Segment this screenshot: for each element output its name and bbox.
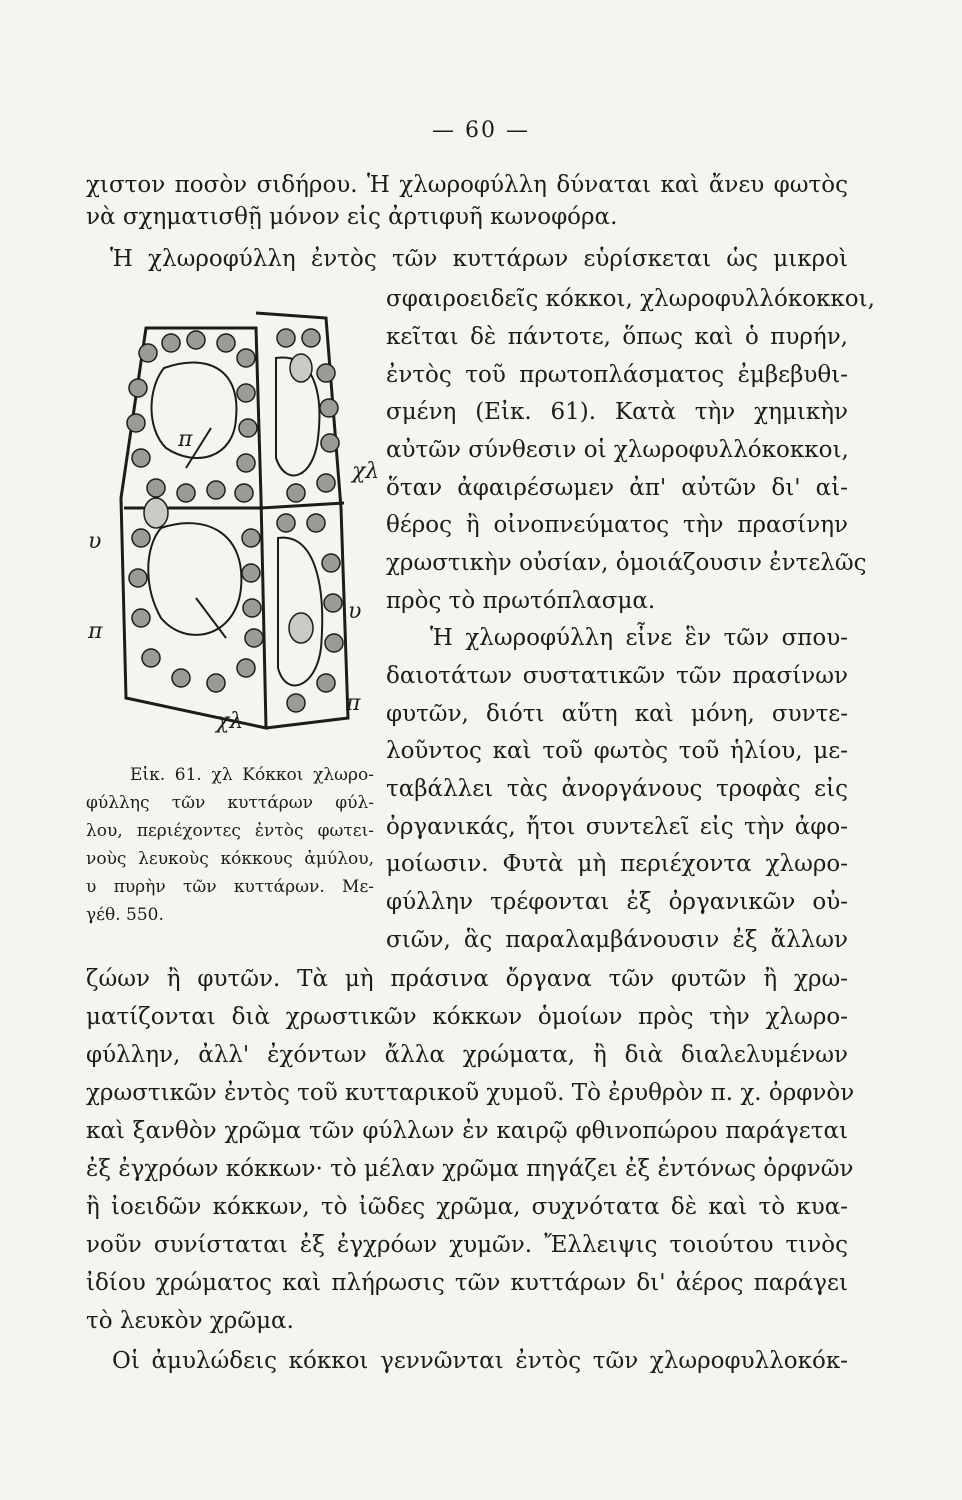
paragraph-first-line: Ἡ χλωροφύλλη ἐντὸς τῶν κυττάρων εὑρίσκεται ὡς μικροὶ — [110, 246, 848, 272]
text-line: ἢ ἰοειδῶν κόκκων, τὸ ἰῶδες χρῶμα, συχνότατα δὲ καὶ τὸ κυα- — [86, 1194, 848, 1220]
text-line: καὶ ξανθὸν χρῶμα τῶν φύλλων ἐν καιρῷ φθινοπώρου παράγεται — [86, 1118, 848, 1144]
cell-diagram — [86, 298, 382, 756]
text-line: σφαιροειδεῖς κόκκοι, χλωροφυλλόκοκκοι, — [386, 286, 875, 312]
text-line: Ἡ χλωροφύλλη εἶνε ἓν τῶν σπου- — [430, 625, 848, 651]
text-line: σιῶν, ἃς παραλαμβάνουσιν ἐξ ἄλλων — [386, 927, 848, 953]
text-line: ἰδίου χρώματος καὶ πλήρωσις τῶν κυττάρων δι' ἀέρος παράγει — [86, 1270, 848, 1296]
text-line: πρὸς τὸ πρωτόπλασμα. — [386, 588, 656, 614]
figure-label-chlorophyll: χλ — [352, 459, 380, 484]
figure-label-nucleus: υ — [88, 529, 102, 554]
figure-label-chlorophyll: χλ — [216, 709, 244, 734]
figure-label-nucleus: υ — [348, 599, 362, 624]
figure-label-protoplasm: π — [346, 691, 361, 716]
text-line: φυτῶν, διότι αὕτη καὶ μόνη, συντε- — [386, 701, 848, 727]
text-line: ὅταν ἀφαιρέσωμεν ἀπ' αὐτῶν δι' αἰ- — [386, 475, 848, 501]
figure-caption-line: λου, περιέχοντες ἐντὸς φωτει- — [86, 821, 374, 841]
figure-caption-line: υ πυρὴν τῶν κυττάρων. Με- — [86, 877, 374, 897]
text-line: Οἱ ἀμυλώδεις κόκκοι γεννῶνται ἐντὸς τῶν χλωροφυλλοκόκ- — [112, 1348, 848, 1374]
text-line: νοῦν συνίσταται ἐξ ἐγχρόων χυμῶν. Ἔλλειψις τοιούτου τινὸς — [86, 1232, 848, 1258]
text-line: νὰ σχηματισθῇ μόνον εἰς ἀρτιφυῆ κωνοφόρα. — [86, 204, 618, 230]
text-line: φύλλην τρέφονται ἐξ ὀργανικῶν οὐ- — [386, 889, 848, 915]
figure-label-protoplasm: π — [178, 427, 193, 452]
text-line: κεῖται δὲ πάντοτε, ὅπως καὶ ὁ πυρήν, — [386, 324, 848, 350]
figure-label-protoplasm: π — [88, 619, 103, 644]
figure-caption-line: Εἰκ. 61. χλ Κόκκοι χλωρο- — [130, 765, 374, 785]
text-line: χιστον ποσὸν σιδήρου. Ἡ χλωροφύλλη δύναται καὶ ἄνευ φωτὸς — [86, 172, 848, 198]
text-line: αὐτῶν σύνθεσιν οἱ χλωροφυλλόκοκκοι, — [386, 437, 849, 463]
text-line: ὀργανικάς, ἤτοι συντελεῖ εἰς τὴν ἀφο- — [386, 814, 848, 840]
text-line: σμένη (Εἰκ. 61). Κατὰ τὴν χημικὴν — [386, 399, 848, 425]
text-line: τὸ λευκὸν χρῶμα. — [86, 1308, 294, 1334]
text-line: ματίζονται διὰ χρωστικῶν κόκκων ὁμοίων πρὸς τὴν χλωρο- — [86, 1004, 848, 1030]
text-line: ταβάλλει τὰς ἀνοργάνους τροφὰς εἰς — [386, 776, 848, 802]
figure-caption-line: γέθ. 550. — [86, 905, 164, 925]
text-line: δαιοτάτων συστατικῶν τῶν πρασίνων — [386, 663, 848, 689]
figure-caption-line: φύλλης τῶν κυττάρων φύλ- — [86, 793, 374, 813]
text-line: ζώων ἢ φυτῶν. Τὰ μὴ πράσινα ὄργανα τῶν φυτῶν ἢ χρω- — [86, 966, 848, 992]
text-line: θέρος ἢ οἰνοπνεύματος τὴν πρασίνην — [386, 512, 848, 538]
text-line: λοῦντος καὶ τοῦ φωτὸς τοῦ ἡλίου, με- — [386, 738, 848, 764]
text-line: χρωστικῶν ἐντὸς τοῦ κυτταρικοῦ χυμοῦ. Τὸ ἐρυθρὸν π. χ. ὀρφνὸν — [86, 1080, 855, 1106]
text-line: φύλλην, ἀλλ' ἐχόντων ἄλλα χρώματα, ἢ διὰ διαλελυμένων — [86, 1042, 848, 1068]
text-line: ἐντὸς τοῦ πρωτοπλάσματος ἐμβεβυθι- — [386, 362, 848, 388]
text-line: ἐξ ἐγχρόων κόκκων· τὸ μέλαν χρῶμα πηγάζει ἐξ ἐντόνως ὀρφνῶν — [86, 1156, 854, 1182]
cell-illustration — [86, 298, 382, 756]
page-number: — 60 — — [432, 118, 530, 143]
text-line: μοίωσιν. Φυτὰ μὴ περιέχοντα χλωρο- — [386, 851, 848, 877]
figure-caption-line: νοὺς λευκοὺς κόκκους ἀμύλου, — [86, 849, 374, 869]
text-line: χρωστικὴν οὐσίαν, ὁμοιάζουσιν ἐντελῶς — [386, 550, 867, 576]
